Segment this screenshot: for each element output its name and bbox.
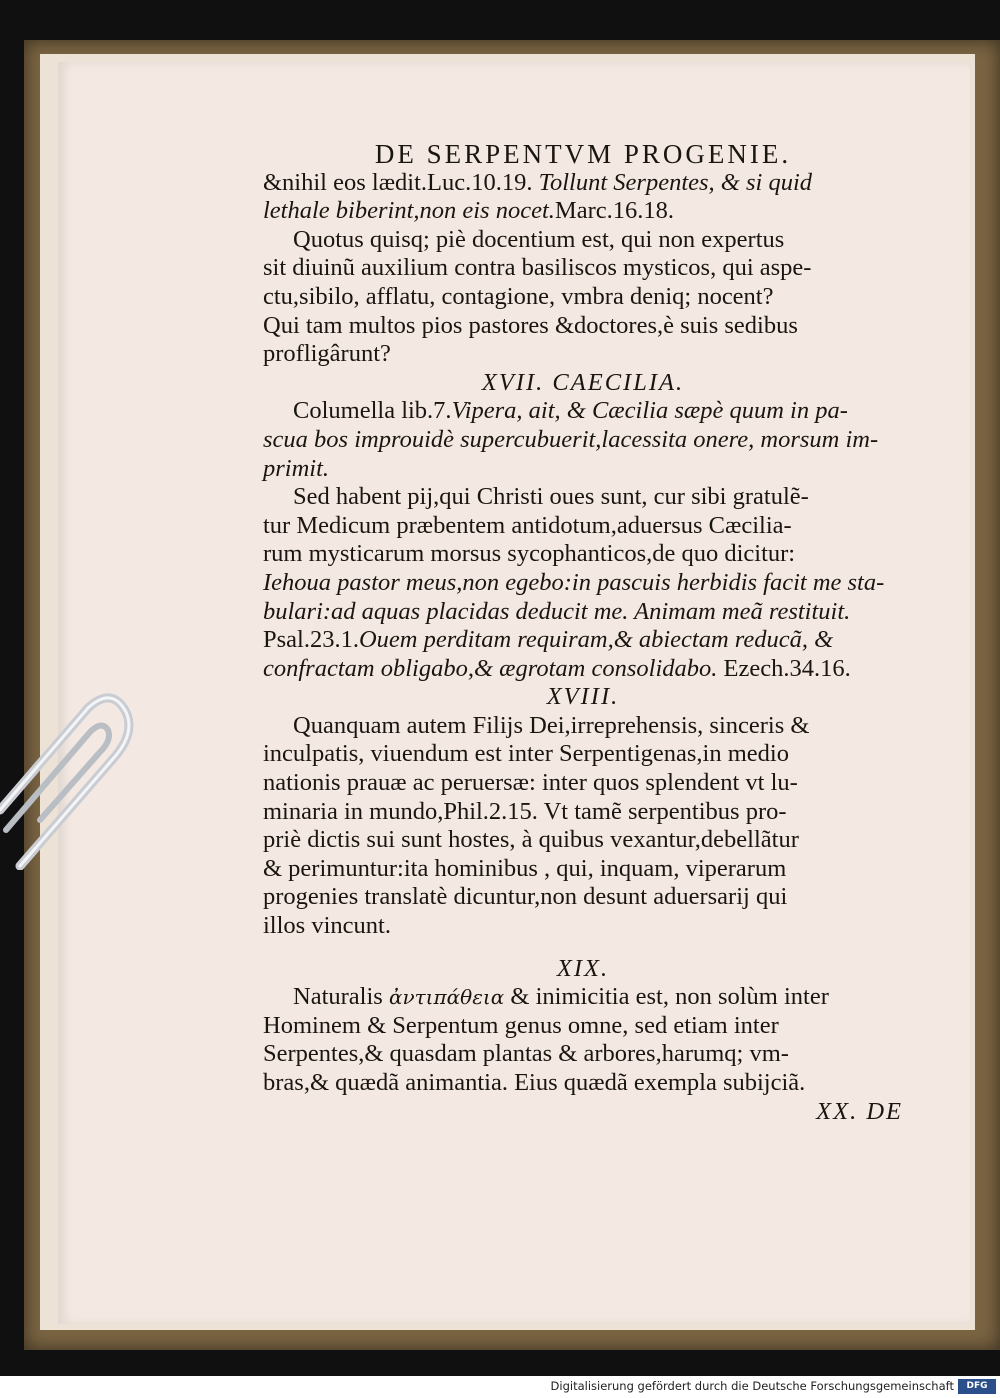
text-line <box>263 569 903 598</box>
text-line <box>263 540 903 569</box>
page-text <box>263 140 903 1126</box>
text-run: rum mysticarum morsus sycophanticos,de quo dicitur: <box>263 540 796 568</box>
section-heading-19: XIX. <box>556 954 610 982</box>
spacer <box>263 941 903 955</box>
italic-run: primit. <box>263 454 330 482</box>
text-run: nationis prauæ ac peruersæ: inter quos splendent vt lu- <box>263 769 798 797</box>
text-run: ctu,sibilo, afflatu, contagione, vmbra deniq; nocent? <box>263 282 774 310</box>
section-19 <box>263 983 903 1097</box>
text-line <box>263 312 903 341</box>
text-line: Hominem & Serpentum genus omne, sed etiam inter <box>263 1011 779 1039</box>
greek-word: ἀντιπάθεια <box>388 985 505 1010</box>
text-run: profligârunt? <box>263 340 391 368</box>
text-line: Serpentes,& quasdam plantas & arbores,harumq; vm- <box>263 1040 789 1068</box>
text-run: Columella lib.7. <box>293 397 452 425</box>
text-run: inculpatis, viuendum est inter Serpentigenas,in medio <box>263 740 789 768</box>
section-17 <box>263 397 903 683</box>
text-line <box>263 655 903 684</box>
text-line <box>263 983 903 1012</box>
text-line <box>263 254 903 283</box>
text-run: Ezech.34.16. <box>717 654 851 682</box>
section-heading-18: XVIII. <box>546 683 620 711</box>
text-line <box>263 855 903 884</box>
text-line <box>263 397 903 426</box>
opening-paragraphs <box>263 169 903 369</box>
text-line <box>263 769 903 798</box>
text-run: minaria in mundo,Phil.2.15. Vt tamẽ serpentibus pro- <box>263 797 787 825</box>
text-line <box>263 226 903 255</box>
text-line: bras,& quædã animantia. Eius quædã exempla subijciã. <box>263 1069 806 1096</box>
text-run: sit diuinũ auxilium contra basiliscos mysticos, qui aspe- <box>263 254 812 282</box>
text-run: & perimuntur:ita hominibus , qui, inquam, viperarum <box>263 854 787 882</box>
text-run: Qui tam multos pios pastores &doctores,è suis sedibus <box>263 311 798 339</box>
text-run: tur Medicum præbentem antidotum,aduersus Cæcilia- <box>263 511 792 539</box>
text-run: illos vincunt. <box>263 912 391 940</box>
text-run: &nihil eos lædit.Luc.10.19. <box>263 168 539 196</box>
section-heading-17: XVII. CAECILIA. <box>481 368 685 396</box>
italic-run: Ouem perditam requiram,& abiectam reducã, & <box>358 626 834 654</box>
dfg-logo: DFG <box>958 1379 996 1394</box>
catchword: XX. DE <box>816 1097 903 1125</box>
section-18 <box>263 712 903 941</box>
italic-run: Iehoua pastor meus,non egebo:in pascuis herbidis facit me sta- <box>263 568 885 596</box>
text-line <box>263 826 903 855</box>
text-line <box>263 169 903 198</box>
text-line <box>263 798 903 827</box>
text-run: priè dictis sui sunt hostes, à quibus vexantur,debellãtur <box>263 826 799 854</box>
running-head: DE SERPENTVM PROGENIE. <box>374 139 792 169</box>
footer-bar <box>0 1376 1000 1398</box>
italic-run: Tollunt Serpentes, & si quid <box>538 168 813 196</box>
text-run: Quanquam autem Filijs Dei,irreprehensis, sinceris & <box>293 711 810 739</box>
text-run: Sed habent pij,qui Christi oues sunt, cur sibi gratulẽ- <box>293 483 809 511</box>
text-line <box>263 626 903 655</box>
text-line <box>263 455 903 484</box>
text-line <box>263 883 903 912</box>
text-line <box>263 426 903 455</box>
text-run: Quotus quisq; piè docentium est, qui non expertus <box>293 225 785 253</box>
text-run: progenies translatè dicuntur,non desunt aduersarij qui <box>263 883 788 911</box>
text-line <box>263 512 903 541</box>
italic-run: bulari:ad aquas placidas deducit me. Animam meã restituit. <box>263 597 851 625</box>
funding-note: Digitalisierung gefördert durch die Deutsche Forschungsgemeinschaft <box>550 1379 954 1393</box>
paper-clip-icon <box>0 690 140 870</box>
text-run: & inimicitia est, non solùm inter <box>504 983 829 1011</box>
text-line <box>263 912 903 941</box>
text-line <box>263 740 903 769</box>
text-line <box>263 197 903 226</box>
text-line <box>263 340 903 369</box>
text-line <box>263 712 903 741</box>
text-line <box>263 283 903 312</box>
text-run: Naturalis <box>293 983 389 1011</box>
text-line <box>263 598 903 627</box>
italic-run: lethale biberint,non eis nocet. <box>263 197 555 225</box>
text-run: Psal.23.1. <box>263 626 359 654</box>
text-line <box>263 483 903 512</box>
italic-run: confractam obligabo,& ægrotam consolidabo. <box>263 654 718 682</box>
italic-run: Vipera, ait, & Cæcilia sæpè quum in pa- <box>451 397 848 425</box>
text-run: Marc.16.18. <box>554 197 674 225</box>
italic-run: scua bos improuidè supercubuerit,lacessita onere, morsum im- <box>263 425 879 453</box>
